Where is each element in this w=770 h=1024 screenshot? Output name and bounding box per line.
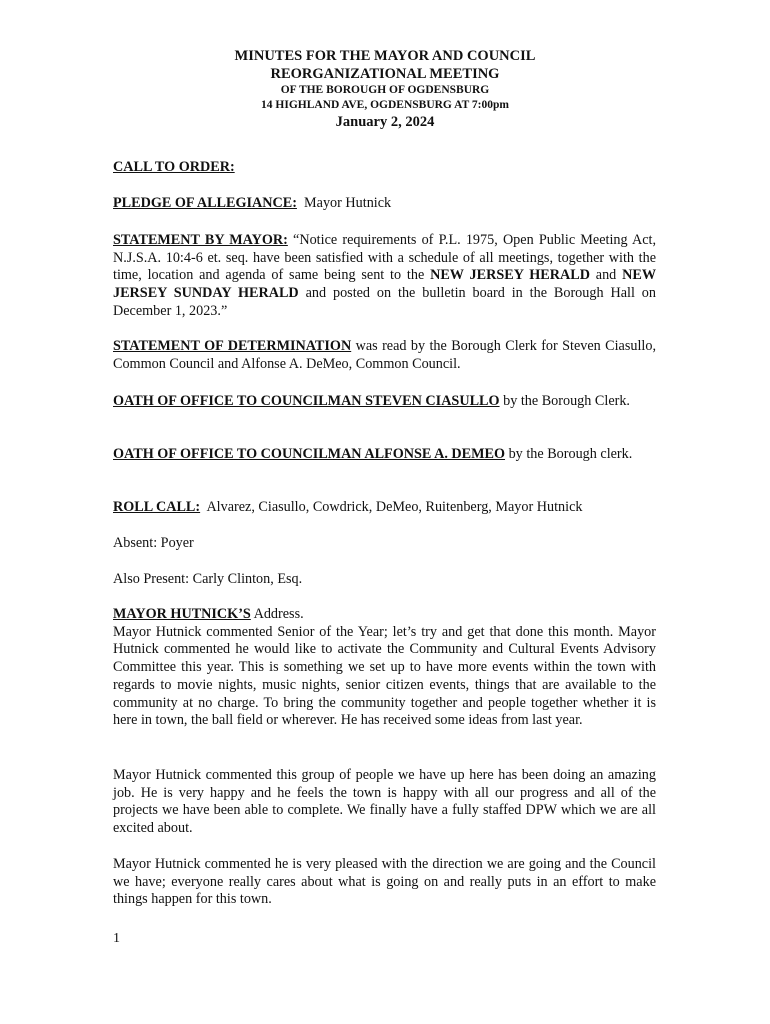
absent-line: Absent: Poyer <box>113 535 194 551</box>
statement-by-mayor-and: and <box>595 267 617 284</box>
mayor-address-paragraph-3: Mayor Hutnick commented he is very pleased with the direction we are going and the Council we have; everyone really cares about what is going on and really puts in an effort to make things happen for this town. <box>113 856 656 908</box>
newspaper-name-2: NEW JERSEY SUNDAY HERALD <box>113 267 657 302</box>
oath-demeo-text: by the Borough clerk. <box>508 446 633 462</box>
statement-by-mayor-text-end: and posted on the bulletin board in the Borough Hall on December 1, 2023.” <box>113 285 656 319</box>
pledge-text: Mayor Hutnick <box>304 195 392 211</box>
oath-demeo-heading: OATH OF OFFICE TO COUNCILMAN ALFONSE A. DEMEO <box>113 446 506 462</box>
call-to-order-section <box>113 159 656 177</box>
pledge-heading: PLEDGE OF ALLEGIANCE: <box>113 195 297 211</box>
statement-by-mayor-section <box>113 232 656 321</box>
pledge-section <box>113 195 656 213</box>
mayor-address-paragraph-1: Mayor Hutnick commented Senior of the Year; let’s try and get that done this month. Mayor Hutnick commented he would like to activate the Community and Cultural Events Advisory Committee this year. This is something we set up to have more events within the town with regards to movie nights, music nights, senior citizen events, things that are available to the community at no charge. To bring the community together and people together whether it is here in town, the ball field or wherever. He has received some ideas from last year. <box>113 623 656 729</box>
oath-ciasullo-heading: OATH OF OFFICE TO COUNCILMAN STEVEN CIASULLO <box>113 393 500 409</box>
statement-of-determination-text: was read by the Borough Clerk for Steven Ciasullo, Common Council and Alfonse A. DeMeo, Common Council. <box>113 338 656 372</box>
title-line-2: REORGANIZATIONAL MEETING <box>270 66 500 82</box>
page-number: 1 <box>113 931 120 946</box>
newspaper-name-1: NEW JERSEY HERALD <box>430 267 590 284</box>
oath-ciasullo-text: by the Borough Clerk. <box>503 393 630 409</box>
also-present-line: Also Present: Carly Clinton, Esq. <box>113 571 303 587</box>
statement-of-determination-section <box>113 338 656 373</box>
statement-of-determination-heading: STATEMENT OF DETERMINATION <box>113 338 352 354</box>
title-address: 14 HIGHLAND AVE, OGDENSBURG AT 7:00pm <box>261 99 509 111</box>
oath-demeo-section <box>113 446 656 464</box>
statement-by-mayor-heading: STATEMENT BY MAYOR: <box>113 232 288 248</box>
roll-call-section <box>113 499 656 517</box>
roll-call-text: Alvarez, Ciasullo, Cowdrick, DeMeo, Ruitenberg, Mayor Hutnick <box>206 499 583 515</box>
oath-ciasullo-section <box>113 393 656 411</box>
mayor-address-section <box>113 606 656 730</box>
mayor-address-heading: MAYOR HUTNICK’S <box>113 606 251 622</box>
title-line-3: OF THE BOROUGH OF OGDENSBURG <box>280 84 490 96</box>
title-line-1: MINUTES FOR THE MAYOR AND COUNCIL <box>234 48 536 64</box>
statement-by-mayor-text: “Notice requirements of P.L. 1975, Open Public Meeting Act, N.J.S.A. 10:4-6 et. seq. have been satisfied with a schedule of all meetings, together with the time, location and agenda of same being sent to the <box>113 232 656 284</box>
call-to-order-heading: CALL TO ORDER: <box>113 159 235 175</box>
meeting-date: January 2, 2024 <box>335 114 435 130</box>
roll-call-heading: ROLL CALL: <box>113 499 201 515</box>
mayor-address-paragraph-2: Mayor Hutnick commented this group of people we have up here has been doing an amazing job. He is very happy and he feels the town is happy with all our progress and all of the projects we have been able to complete. We finally have a fully staffed DPW which we are all excited about. <box>113 767 656 837</box>
mayor-address-heading-suffix: Address. <box>253 606 304 622</box>
